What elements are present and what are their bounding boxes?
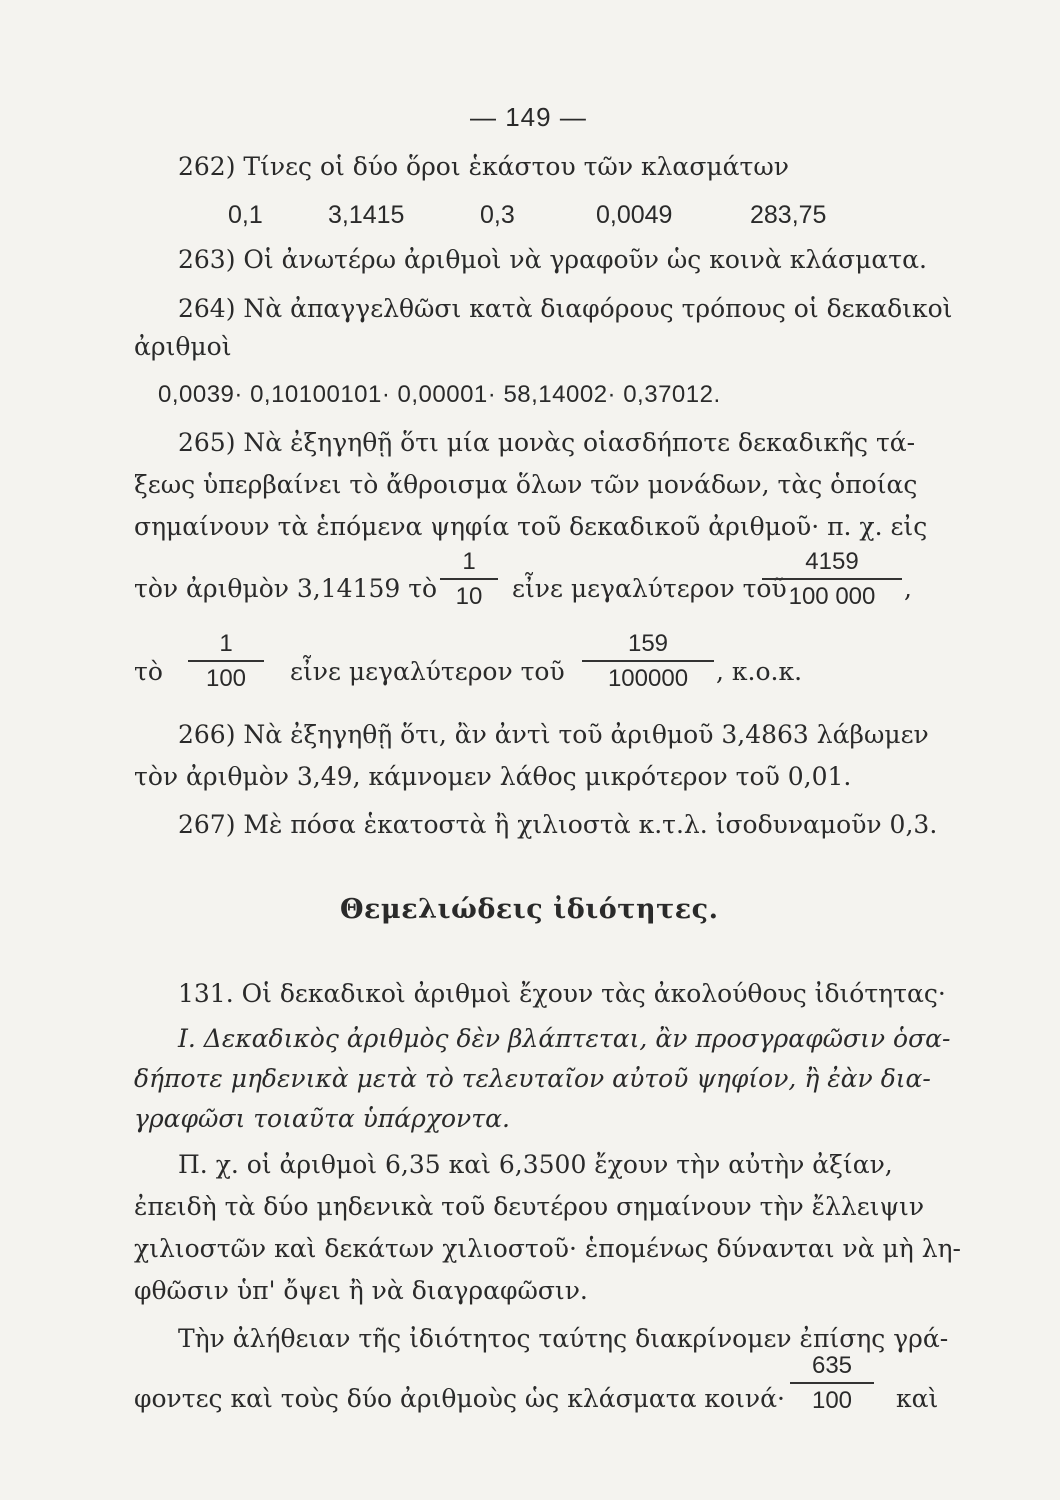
exercise-262: 262) Τίνες οἱ δύο ὅροι ἑκάστου τῶν κλασμάτων — [178, 152, 789, 181]
fraction-numerator: 1 — [219, 630, 233, 657]
exercise-262-value: 0,3 — [480, 201, 515, 229]
exercise-262-value: 283,75 — [750, 201, 827, 229]
exercise-265-line: τὸ — [134, 657, 163, 686]
fraction-numerator: 4159 — [805, 548, 859, 575]
fraction-denominator: 100000 — [607, 665, 689, 692]
fraction-bar — [790, 1382, 874, 1384]
exercise-265-line: εἶνε μεγαλύτερον τοῦ — [290, 657, 565, 686]
exercise-262-value: 3,1415 — [328, 201, 405, 229]
property-line: δήποτε μηδενικὰ μετὰ τὸ τελευταῖον αὐτοῦ ψηφίον, ἢ ἐὰν δια- — [134, 1064, 931, 1093]
exercise-265-line: 265) Νὰ ἐξηγηθῇ ὅτι μία μονὰς οἱασδήποτε δεκαδικῆς τά- — [178, 428, 916, 457]
property-line: Ι. Δεκαδικὸς ἀριθμὸς δὲν βλάπτεται, ἂν προσγραφῶσιν ὁσα- — [178, 1024, 951, 1053]
section-heading: Θεμελιώδεις ἰδιότητες. — [340, 894, 719, 925]
paragraph-131: 131. Οἱ δεκαδικοὶ ἀριθμοὶ ἔχουν τὰς ἀκολούθους ἰδιότητας· — [178, 979, 946, 1008]
property-line: γραφῶσι τοιαῦτα ὑπάρχοντα. — [134, 1104, 510, 1133]
fraction-bar — [440, 578, 498, 580]
fraction — [188, 630, 264, 693]
exercise-266-line: τὸν ἀριθμὸν 3,49, κάμνομεν λάθος μικρότερον τοῦ 0,01. — [134, 762, 852, 791]
example-line: ἐπειδὴ τὰ δύο μηδενικὰ τοῦ δευτέρου σημαίνουν τὴν ἔλλειψιν — [134, 1192, 925, 1221]
fraction-bar — [582, 660, 714, 662]
fraction-denominator: 100 000 — [788, 583, 876, 610]
fraction — [440, 548, 498, 611]
fraction — [582, 630, 714, 693]
exercise-267: 267) Μὲ πόσα ἑκατοστὰ ἢ χιλιοστὰ κ.τ.λ. ἰσοδυναμοῦν 0,3. — [178, 810, 938, 839]
example-line: φθῶσιν ὑπ' ὄψει ἢ νὰ διαγραφῶσιν. — [134, 1276, 588, 1305]
fraction-bar — [762, 578, 902, 580]
exercise-262-value: 0,1 — [228, 201, 263, 229]
fraction-denominator: 100 — [205, 665, 247, 692]
fraction-denominator: 10 — [455, 583, 483, 610]
example-line: χιλιοστῶν καὶ δεκάτων χιλιοστοῦ· ἑπομένως δύνανται νὰ μὴ λη- — [134, 1234, 961, 1263]
exercise-265-line: εἶνε μεγαλύτερον τοῦ — [512, 574, 787, 603]
exercise-265-line: ξεως ὑπερβαίνει τὸ ἄθροισμα ὅλων τῶν μονάδων, τὰς ὁποίας — [134, 470, 918, 499]
exercise-264-values: 0,0039· 0,10100101· 0,00001· 58,14002· 0,37012. — [158, 381, 721, 408]
fraction-bar — [188, 660, 264, 662]
exercise-266-line: 266) Νὰ ἐξηγηθῇ ὅτι, ἂν ἀντὶ τοῦ ἀριθμοῦ 3,4863 λάβωμεν — [178, 720, 929, 749]
fraction-denominator: 100 — [811, 1387, 853, 1414]
fraction — [790, 1352, 874, 1415]
exercise-265-line: τὸν ἀριθμὸν 3,14159 τὸ — [134, 574, 438, 603]
fraction-numerator: 1 — [462, 548, 476, 575]
exercise-263: 263) Οἱ ἀνωτέρω ἀριθμοὶ νὰ γραφοῦν ὡς κοινὰ κλάσματα. — [178, 245, 927, 274]
fraction-numerator: 159 — [627, 630, 669, 657]
page-number: — 149 — — [470, 102, 587, 132]
exercise-265-line: σημαίνουν τὰ ἑπόμενα ψηφία τοῦ δεκαδικοῦ ἀριθμοῦ· π. χ. εἰς — [134, 512, 928, 541]
exercise-264-line: ἀριθμοὶ — [134, 332, 232, 361]
exercise-265-line: , κ.ο.κ. — [716, 657, 803, 686]
fraction-numerator: 635 — [811, 1352, 853, 1379]
exercise-264-line: 264) Νὰ ἀπαγγελθῶσι κατὰ διαφόρους τρόπους οἱ δεκαδικοὶ — [178, 294, 953, 323]
exercise-265-line: , — [904, 574, 912, 603]
truth-line: Τὴν ἀλήθειαν τῆς ἰδιότητος ταύτης διακρίνομεν ἐπίσης γρά- — [178, 1324, 949, 1353]
example-line: Π. χ. οἱ ἀριθμοὶ 6,35 καὶ 6,3500 ἔχουν τὴν αὐτὴν ἀξίαν, — [178, 1150, 893, 1179]
exercise-262-value: 0,0049 — [596, 201, 673, 229]
truth-line: φοντες καὶ τοὺς δύο ἀριθμοὺς ὡς κλάσματα κοινά· — [134, 1384, 785, 1413]
truth-line: καὶ — [896, 1384, 939, 1413]
fraction — [762, 548, 902, 611]
